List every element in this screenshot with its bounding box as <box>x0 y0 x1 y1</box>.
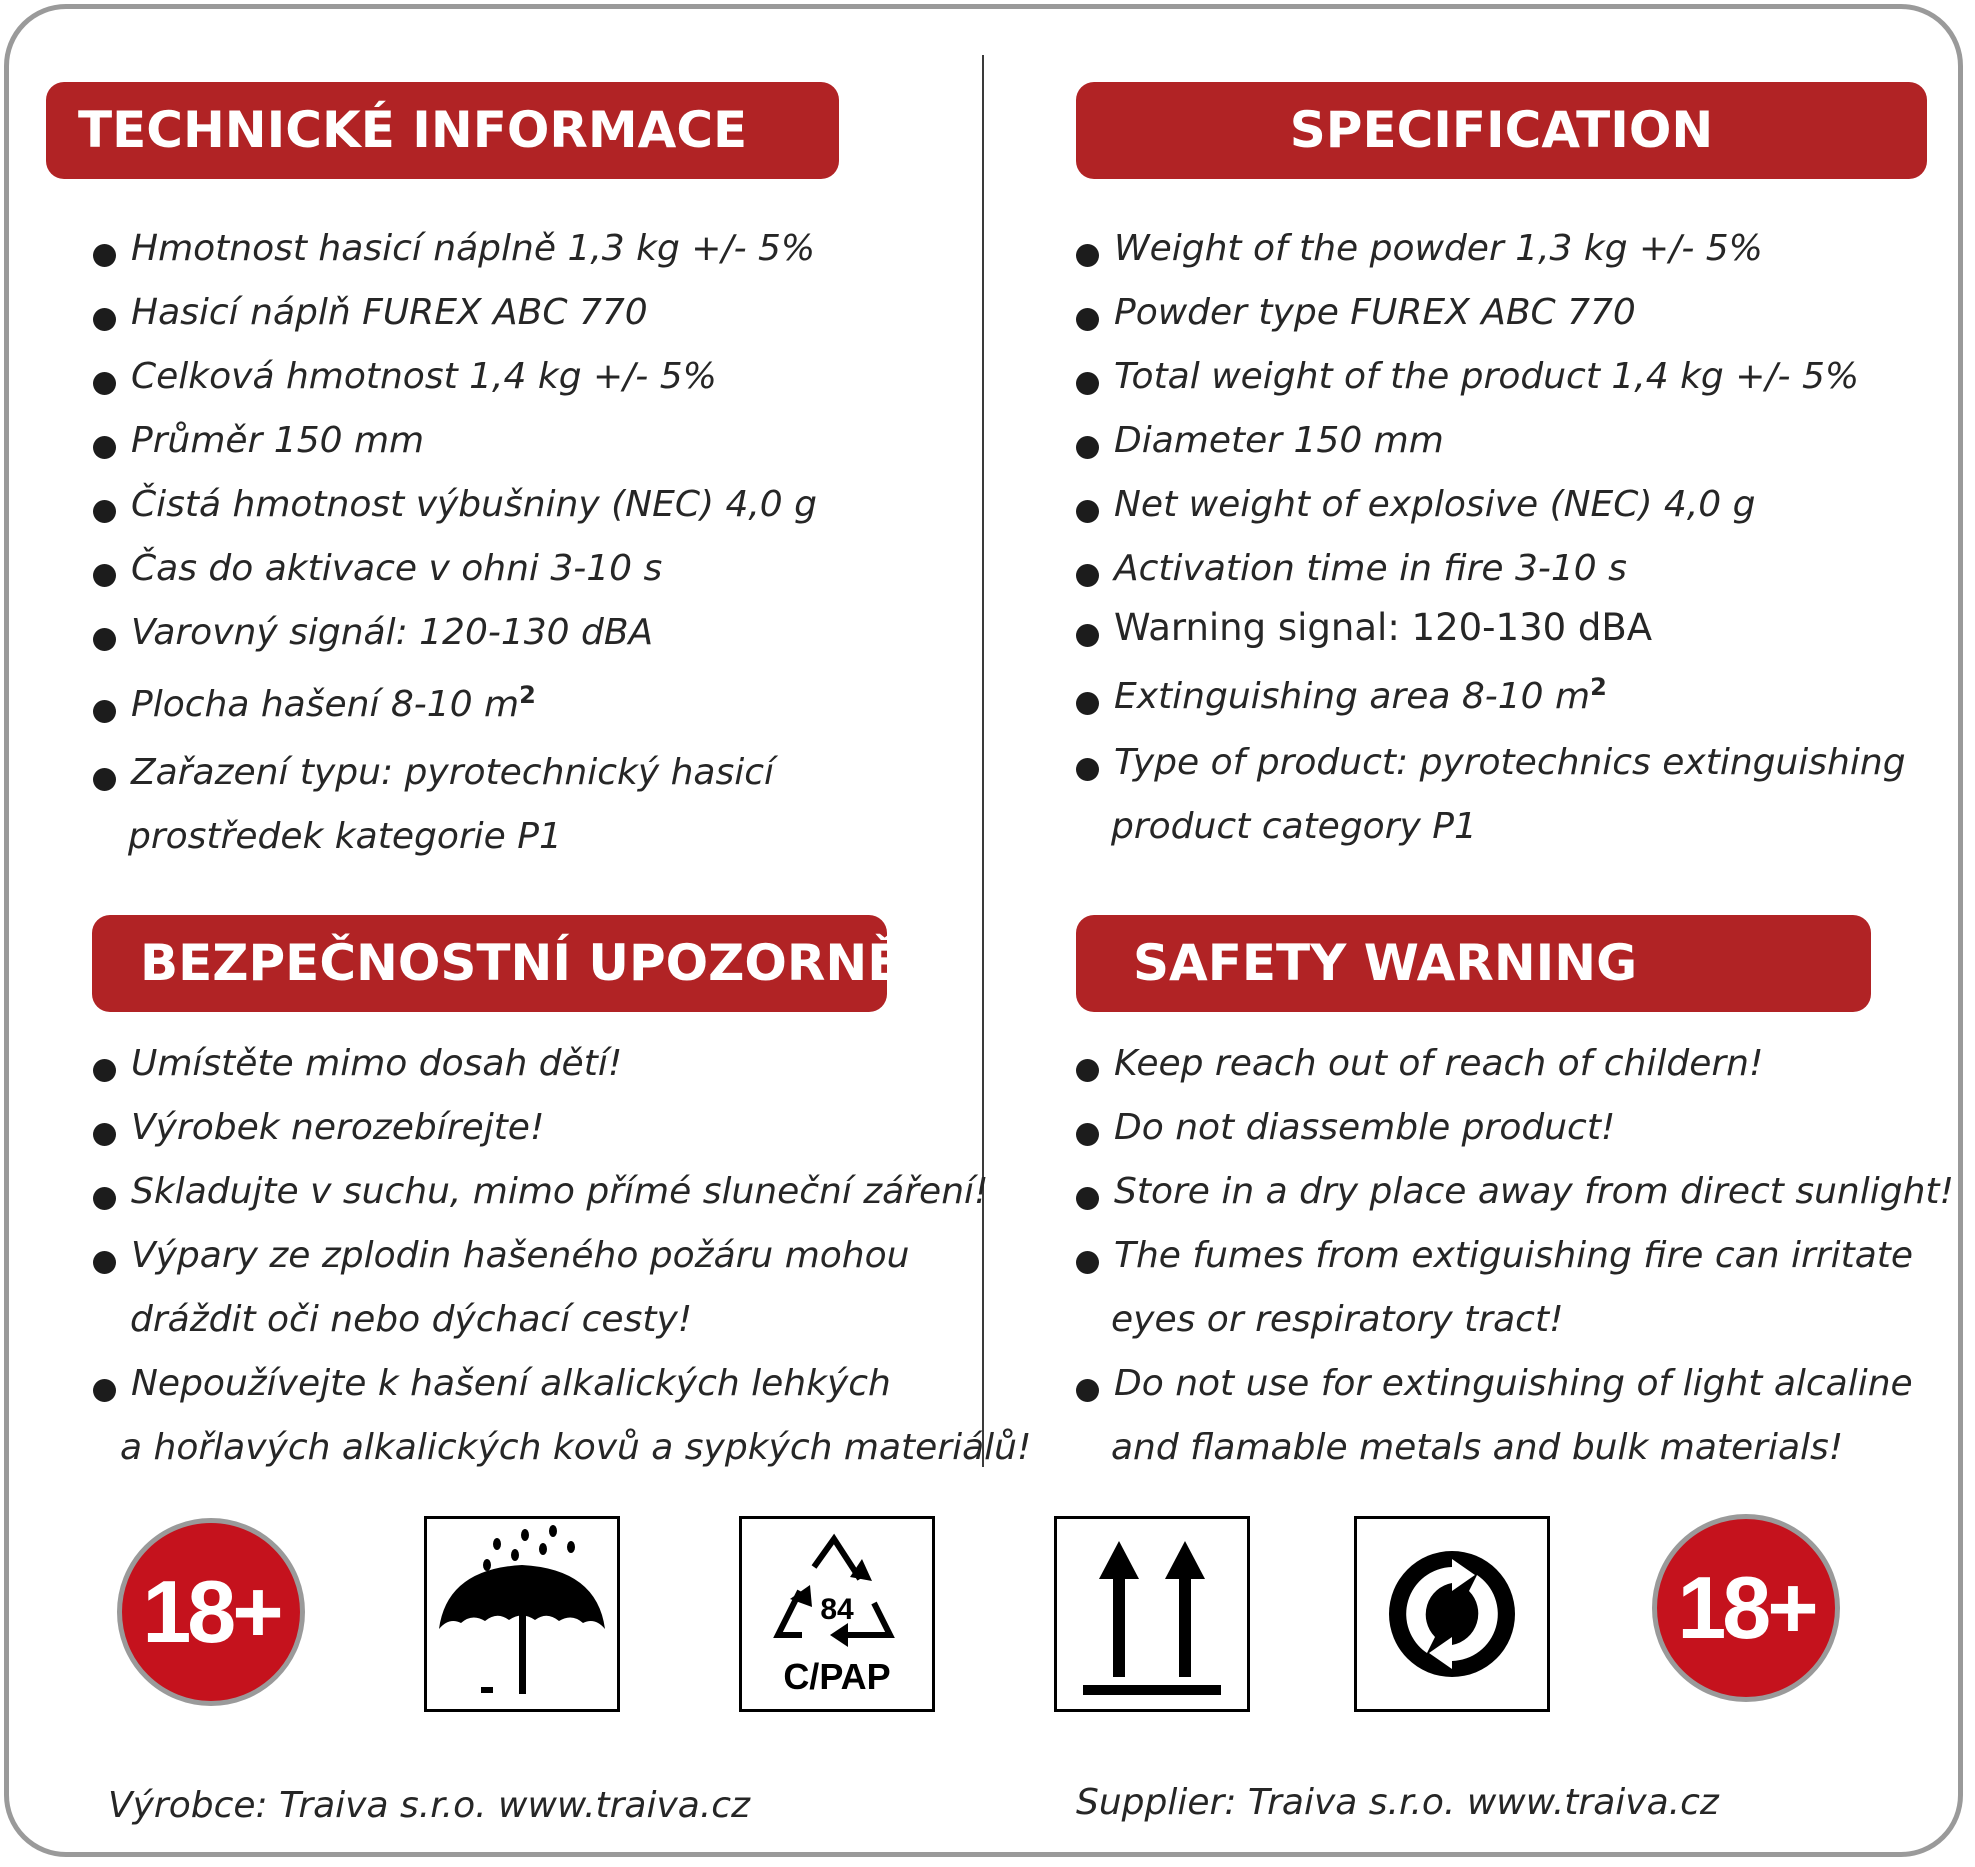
list-item-continuation: dráždit oči nebo dýchací cesty! <box>130 1299 693 1340</box>
recycle-material: C/PAP <box>783 1656 891 1697</box>
bullet-icon <box>1076 244 1099 267</box>
bullet-icon <box>1076 308 1099 331</box>
bullet-icon <box>1076 1187 1099 1210</box>
bullet-icon <box>1076 1123 1099 1146</box>
list-item-continuation: a hořlavých alkalických kovů a sypkých materiálů! <box>120 1427 1032 1468</box>
list-item-continuation: and flamable metals and bulk materials! <box>1111 1427 1844 1468</box>
area-sup: 2 <box>1590 673 1607 701</box>
bullet-icon <box>1076 624 1099 647</box>
safety-title-cz: BEZPEČNOSTNÍ UPOZORNĚNÍ <box>140 934 962 992</box>
bullet-icon <box>1076 1251 1099 1274</box>
manufacturer-footer: Výrobce: Traiva s.r.o. www.traiva.cz <box>108 1785 750 1826</box>
age-18-badge: 18+ <box>1652 1514 1840 1702</box>
list-item-continuation: prostředek kategorie P1 <box>128 816 562 857</box>
keep-dry-umbrella-icon <box>424 1516 620 1712</box>
area-label: Extinguishing area 8-10 m <box>1114 676 1591 717</box>
bullet-icon <box>1076 758 1099 781</box>
bullet-icon <box>93 628 116 651</box>
tech-info-banner <box>46 82 839 179</box>
bullet-icon <box>1076 1379 1099 1402</box>
safety-title-en: SAFETY WARNING <box>1133 934 1638 992</box>
specification-banner <box>1076 82 1927 179</box>
bullet-icon <box>93 372 116 395</box>
area-sup: 2 <box>519 681 536 709</box>
this-way-up-icon <box>1054 1516 1250 1712</box>
bullet-icon <box>93 500 116 523</box>
bullet-icon <box>93 1123 116 1146</box>
recycle-code: 84 <box>820 1593 854 1626</box>
supplier-footer: Supplier: Traiva s.r.o. www.traiva.cz <box>1076 1782 1719 1823</box>
bullet-icon <box>93 768 116 791</box>
bullet-icon <box>93 1379 116 1402</box>
bullet-icon <box>93 564 116 587</box>
safety-banner-en <box>1076 915 1871 1012</box>
safety-banner-cz <box>92 915 962 1012</box>
bullet-icon <box>1076 692 1099 715</box>
bullet-icon <box>93 308 116 331</box>
column-divider <box>982 55 984 1467</box>
list-item-continuation: product category P1 <box>1111 806 1477 847</box>
bullet-icon <box>93 436 116 459</box>
specification-title: SPECIFICATION <box>1289 101 1714 159</box>
age-18-badge: 18+ <box>117 1518 305 1706</box>
area-label: Plocha hašení 8-10 m <box>131 684 520 725</box>
bullet-icon <box>1076 436 1099 459</box>
bullet-icon <box>93 244 116 267</box>
bullet-icon <box>1076 500 1099 523</box>
list-item-continuation: eyes or respiratory tract! <box>1111 1299 1564 1340</box>
bullet-icon <box>93 1187 116 1210</box>
bullet-icon <box>1076 372 1099 395</box>
bullet-icon <box>93 700 116 723</box>
bullet-icon <box>1076 1059 1099 1082</box>
tech-info-title: TECHNICKÉ INFORMACE <box>78 101 748 159</box>
recycle-triangle-icon <box>739 1516 935 1712</box>
bullet-icon <box>93 1251 116 1274</box>
green-dot-icon <box>1354 1516 1550 1712</box>
bullet-icon <box>93 1059 116 1082</box>
bullet-icon <box>1076 564 1099 587</box>
